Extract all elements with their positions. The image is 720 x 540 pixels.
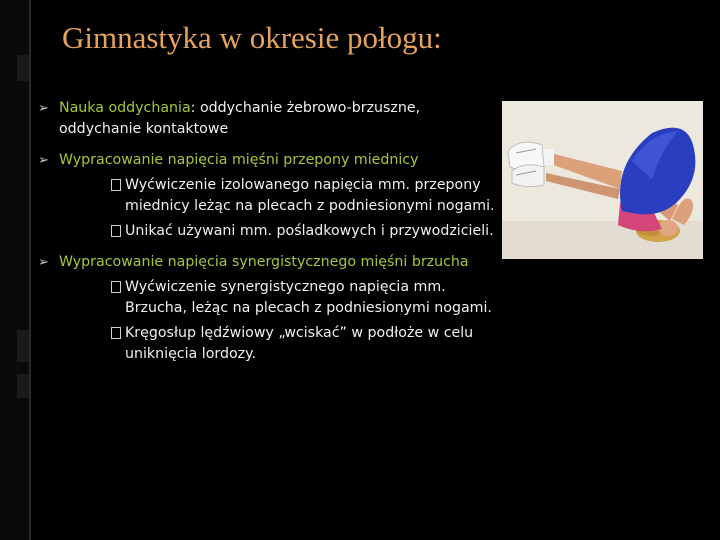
sub-bullet-text: Wyćwiczenie izolowanego napięcia mm. przepony miednicy leżąc na plecach z podniesionymi nogami. xyxy=(125,177,495,214)
sub-bullet-item xyxy=(111,221,498,242)
sub-bullet-item xyxy=(111,277,498,319)
arrow-bullet-icon: ➢ xyxy=(38,153,49,168)
sub-bullet-text: Wyćwiczenie synergistycznego napięcia mm. Brzucha, leżąc na plecach z podniesionymi nogami. xyxy=(125,279,492,316)
bullet-text: : oddychanie żebrowo-brzuszne, oddychanie kontaktowe xyxy=(59,100,421,137)
arrow-bullet-icon: ➢ xyxy=(38,101,49,116)
bullet-item xyxy=(38,252,498,365)
decor-square xyxy=(17,374,29,398)
left-decor-bar xyxy=(0,0,29,540)
bullet-item xyxy=(38,150,498,242)
bullet-highlight: Wypracowanie napięcia synergistycznego mięśni brzucha xyxy=(59,254,469,270)
sub-bullet-text: Unikać używani mm. pośladkowych i przywodzicieli. xyxy=(125,223,494,239)
sub-bullet-item xyxy=(111,175,498,217)
slide-title: Gimnastyka w okresie połogu: xyxy=(62,20,442,55)
left-decor-line xyxy=(29,0,31,540)
checkbox-bullet-icon xyxy=(111,281,121,293)
bullet-highlight: Nauka oddychania xyxy=(59,100,191,116)
bullet-highlight: Wypracowanie napięcia mięśni przepony miednicy xyxy=(59,152,419,168)
sub-bullet-item xyxy=(111,323,498,365)
exercise-illustration xyxy=(502,101,703,259)
exercise-photo xyxy=(502,101,703,259)
arrow-bullet-icon: ➢ xyxy=(38,255,49,270)
decor-square xyxy=(17,330,29,362)
checkbox-bullet-icon xyxy=(111,327,121,339)
checkbox-bullet-icon xyxy=(111,179,121,191)
sub-bullet-text: Kręgosłup lędźwiowy „wciskać” w podłoże w celu uniknięcia lordozy. xyxy=(125,325,474,362)
checkbox-bullet-icon xyxy=(111,225,121,237)
bullet-item xyxy=(38,98,498,140)
slide-content xyxy=(38,98,498,375)
decor-square xyxy=(17,55,29,81)
